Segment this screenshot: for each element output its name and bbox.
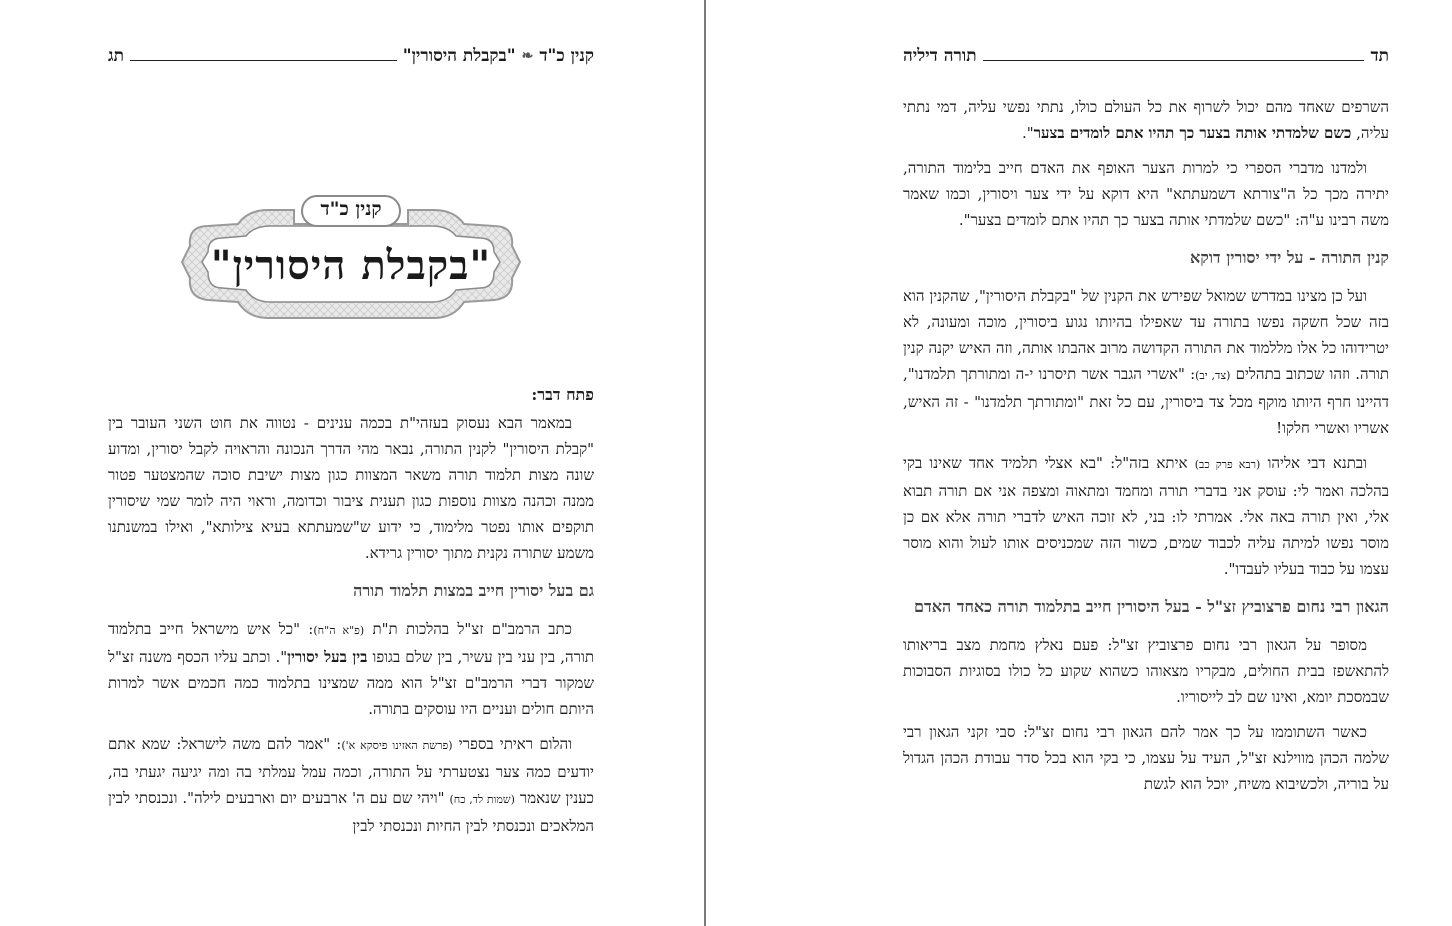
left-running-head: [108, 42, 594, 66]
section-heading: הגאון רבי נחום פרצוביץ זצ"ל - בעל היסורין חייב בתלמוד תורה כאחד האדם: [914, 597, 1389, 616]
source-reference: (פרשת האזינו פיסקא א'): [341, 739, 453, 752]
source-reference: (פ"א ה"ח): [313, 624, 365, 637]
paragraph: מסופר על הגאון רבי נחום פרצוביץ זצ"ל: פעם נאלץ מחמת מצב בריאותו להתאשפז בבית החולים, מבקריו מצאוהו כשהוא שקוע כל כולו בסוגיות הסבוכות שבמסכת יומא, ואינו שם לב לייסוריו.: [903, 636, 1389, 706]
text-span: ". וכתב עליו הכסף משנה זצ"ל שמקור דברי הרמב"ם זצ"ל הוא ממה שמצינו בתלמוד כמה חכמים אשר למרות היותם חולים ועניים היו עוסקים בתורה.: [108, 648, 594, 718]
left-page-number: תג: [108, 46, 124, 66]
text-span: ".: [1022, 124, 1034, 142]
paragraph: [108, 616, 594, 722]
text-span: ובתנא דבי אליהו: [1267, 454, 1367, 472]
text-span: : "כל איש מישראל חייב בתלמוד תורה, בין עני בין עשיר, בין שלם בגופו: [108, 620, 594, 666]
right-page: [903, 0, 1389, 926]
left-head-title: קנין כ"ד: [539, 46, 594, 66]
gutter-divider: [704, 0, 706, 926]
left-running-title: [403, 46, 594, 66]
right-page-body: [903, 94, 1389, 806]
section-heading: קנין התורה - על ידי יסורין דוקא: [1190, 248, 1389, 267]
section-heading-intro: פתח דבר:: [531, 385, 594, 404]
paragraph: כאשר השתוממו על כך אמר להם הגאון רבי נחום זצ"ל: סבי זקני הגאון רבי שלמה הכהן מווילנא זצ"ל, העיד על עצמו, כי בקי הוא בכל סדר עבודת הכהן הגדול על בוריה, ולכשיבוא משיח, יוכל הוא לגשת: [903, 723, 1389, 793]
right-running-head: [903, 42, 1389, 66]
paragraph: [903, 94, 1389, 146]
cartouche-label: קנין כ"ד: [320, 198, 382, 220]
bold-text: בין בעל יסורין: [287, 648, 368, 666]
right-page-number: תד: [1370, 46, 1389, 66]
paragraph: במאמר הבא נעסוק בעזהי"ת בכמה ענינים - נטווה את חוט השני העובר בין "קבלת היסורין" לקנין התורה, נבאר מהי הדרך הנכונה והראויה לקבל יסורין, ומדוע שונה מצות תלמוד תורה משאר המצוות כגון מצות ישיבת סוכה שהמצטער פטור ממנה וכהנה מצוות נוספות כגון תענית ציבור וכדומה, וראוי היה לומר שמי שיסורין תוקפים אותו נפטר מלימוד, כי ידוע ש"שמעתתא בעיא צילותא", ואילו במשנתנו משמע שתורה נקנית מתוך יסורין גרידא.: [108, 414, 594, 562]
bold-text: כשם שלמדתי אותה בצער כך תהיו אתם לומדים בצער: [1033, 124, 1352, 142]
text-span: : "אשרי הגבר אשר תיסרנו י-ה ומתורתך תלמדנו", דהיינו חרף היותו מוקף מכל צד ביסורין, עם כל זאת "ומתורתך תלמדנו" - זה האיש, אשריו ואשרי חלקו!: [903, 365, 1389, 437]
text-span: : "אמר להם משה לישראל: שמא אתם יודעים כמה צער נצטערתי על התורה, וכמה עמל עמלתי בה ומה יגיעה יגעתי בה, כענין שנאמר: [108, 735, 594, 807]
paragraph: [903, 283, 1389, 441]
text-span: השרפים שאחד מהם יכול לשרוף את כל העולם כולו, נתתי נפשי עליה, דמי נתתי עליה,: [903, 98, 1389, 142]
source-reference: (רבא פרק כב): [1194, 458, 1261, 471]
head-rule: [983, 60, 1365, 61]
left-page-body: [108, 370, 594, 848]
left-head-subtitle: "בקבלת היסורין": [402, 46, 516, 66]
text-span: והלום ראיתי בספרי: [458, 735, 573, 753]
text-span: "ויהי שם עם ה' ארבעים יום וארבעים לילה". ונכנסתי לבין המלאכים ונכנסתי לבין החיות ונכנסתי לבין: [108, 789, 594, 835]
paragraph: [108, 731, 594, 839]
paragraph: [903, 450, 1389, 582]
text-span: כתב הרמב"ם זצ"ל בהלכות ת"ת: [372, 620, 572, 638]
text-span: איתא בזה"ל: "בא אצלי תלמיד אחד שאינו בקי בהלכה ואמר לי: עוסק אני בדברי תורה ומחמד ומתאוה ומצפה אני אם תורה תבוא אלי, ואין תורה באה אלי. אמרתי לו: בני, לא זוכה האיש לדברי תורה אלא אם כן מוסר נפשו למיתה עליה לכבוד שמים, כשור הזה שמכניסים אותו לעול והוא מוסר עצמו על כבוד בעליו לעבדו".: [903, 454, 1389, 578]
fleuron-icon: ❧: [521, 48, 534, 64]
chapter-title: "בקבלת היסורין": [210, 242, 492, 289]
paragraph: ולמדנו מדברי הספרי כי למרות הצער האופף את האדם חייב בלימוד התורה, יתירה מכך כל ה"צורתא דשמעתתא" היא דוקא על ידי צער ויסורין, וכמו שאמר משה רבינו ע"ה: "כשם שלמדתי אותה בצער כך תהיו אתם לומדים בצער".: [903, 159, 1389, 229]
source-reference: (שמות לד, כח): [449, 793, 515, 806]
source-reference: (צד, יב): [1195, 369, 1231, 382]
left-page: [108, 0, 594, 926]
right-head-title: תורה דיליה: [903, 46, 977, 66]
head-rule: [130, 60, 397, 61]
section-heading: גם בעל יסורין חייב במצות תלמוד תורה: [353, 581, 594, 600]
chapter-title-cartouche: [178, 192, 524, 326]
text-span: ועל כן מצינו במדרש שמואל שפירש את הקנין של "בקבלת היסורין", שהקנין הוא בזה שכל חשקה נפשו בתורה עד שאפילו בהיותו נגוע ביסורין, מוכה ומעונה, לא יטרידוהו כל אלו מללמוד את התורה הקדושה מרוב אהבתו אותה, וזה האיש יקנה קנין תורה. וזהו שכתוב בתהלים: [903, 287, 1389, 383]
